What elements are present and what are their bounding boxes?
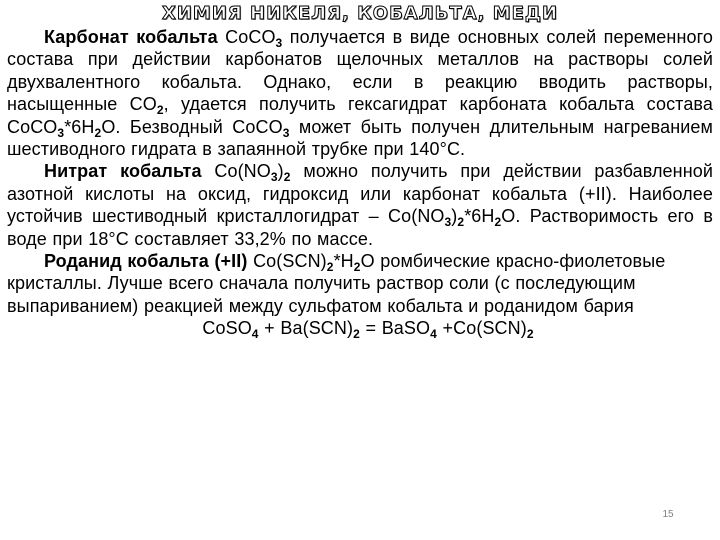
subscript: 2 [457, 215, 465, 230]
reaction-equation [7, 317, 713, 342]
slide-title: ХИМИЯ НИКЕЛЯ, КОБАЛЬТА, МЕДИ [161, 3, 559, 24]
term-cobalt-carbonate: Карбонат кобальта [44, 27, 218, 47]
formula-text: Co(SCN) [247, 251, 327, 272]
formula-text: Co(NO [201, 161, 271, 182]
paragraph-text: ) [451, 206, 458, 227]
subscript: 4 [430, 327, 437, 342]
subscript: 2 [353, 260, 361, 275]
equation-part: CoSO [202, 318, 252, 339]
paragraph-text: *6H [464, 206, 495, 227]
subscript: 2 [283, 170, 291, 185]
subscript: 2 [326, 260, 334, 275]
equation-part: = BaSO [359, 318, 431, 339]
paragraph-cobalt-thiocyanate [7, 250, 713, 317]
subscript: 2 [353, 327, 360, 342]
paragraph-text: *6H [64, 116, 95, 137]
paragraph-text: *H [333, 251, 354, 272]
paragraph-cobalt-carbonate [7, 26, 713, 160]
equation-part: + Ba(SCN) [258, 318, 354, 339]
paragraph-text: получается в виде основных солей переменного состава при действии карбонатов щелочных металлов на растворы солей двухвалентного кобальта. Однако, если в реакцию вводить растворы, насыщенные CO [7, 27, 713, 115]
paragraph-cobalt-nitrate [7, 160, 713, 250]
subscript: 3 [275, 36, 283, 50]
term-cobalt-nitrate: Нитрат кобальта [44, 161, 202, 182]
formula-text: CoCO [217, 27, 276, 47]
subscript: 3 [282, 125, 290, 140]
term-cobalt-thiocyanate: Роданид кобальта (+II) [44, 251, 248, 272]
paragraph-text: O. Растворимость его в воде при 18°С составляет 33,2% по массе. [7, 206, 713, 249]
paragraph-text: может быть получен длительным нагреванием шестиводного гидрата в запаянной трубке при 140°С. [7, 116, 714, 160]
equation-part: +Co(SCN) [436, 318, 527, 339]
page-number: 15 [662, 509, 674, 520]
subscript: 2 [156, 103, 164, 118]
subscript: 2 [94, 125, 102, 140]
paragraph-text: можно получить при действии разбавленной азотной кислоты на оксид, гидроксид или карбонат кобальта (+II). Наиболее устойчив шестиводный кристаллогидрат – Co(NO [7, 161, 714, 227]
paragraph-text: O ромбические красно-фиолетовые кристаллы. Лучше всего сначала получить раствор соли (с последующим выпариванием) реакцией между сульфатом кобальта и роданидом бария [7, 251, 666, 316]
subscript: 4 [251, 327, 259, 342]
paragraph-text: , удается получить гексагидрат карбоната кобальта состава CoCO [7, 94, 713, 137]
subscript: 3 [270, 170, 278, 185]
slide-body [7, 26, 713, 340]
formula-text: ) [277, 161, 284, 182]
paragraph-text: O. Безводный CoCO [101, 116, 283, 137]
subscript: 2 [494, 215, 502, 230]
subscript: 2 [526, 327, 534, 342]
subscript: 3 [444, 215, 452, 230]
subscript: 3 [57, 125, 65, 140]
